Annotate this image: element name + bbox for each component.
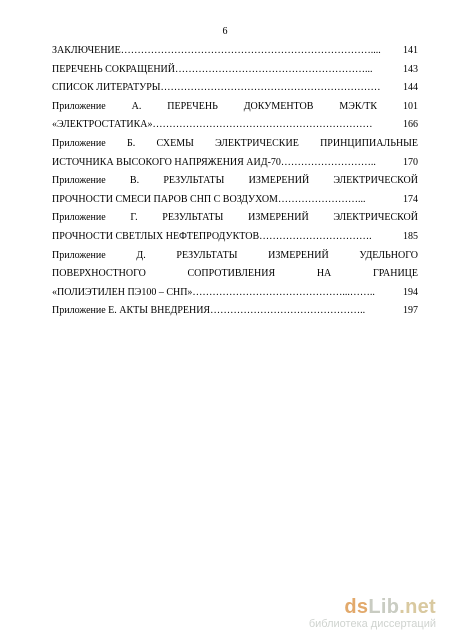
toc-entry-appendix-g-cont[interactable] — [52, 228, 418, 247]
toc-entry-text: Приложение Д. РЕЗУЛЬТАТЫ ИЗМЕРЕНИЙ УДЕЛЬНОГО — [52, 249, 418, 261]
toc-entry-page: 197 — [403, 305, 418, 317]
toc-entry-text: ИСТОЧНИКА ВЫСОКОГО НАПРЯЖЕНИЯ АИД-70……………………….. — [52, 156, 376, 168]
toc-entry-appendix-a-cont[interactable] — [52, 116, 418, 135]
toc-entry-appendix-v[interactable] — [52, 172, 418, 191]
toc-entry-page: 141 — [403, 45, 418, 56]
toc-entry-page: 194 — [403, 286, 418, 298]
logo-lib: Lib — [368, 596, 400, 618]
toc-entry-appendix-d-cont[interactable] — [52, 265, 418, 284]
toc-entry-page: 174 — [403, 193, 418, 205]
toc-entry-text: Приложение Г. РЕЗУЛЬТАТЫ ИЗМЕРЕНИЙ ЭЛЕКТРИЧЕСКОЙ — [52, 212, 418, 224]
toc-entry-page: 143 — [403, 63, 418, 75]
toc-entry-appendix-b-cont[interactable] — [52, 154, 418, 173]
toc-entry-abbreviations[interactable] — [52, 61, 418, 80]
toc-entry-page: 185 — [403, 230, 418, 242]
toc-entry-appendix-e[interactable] — [52, 302, 418, 321]
toc-entry-text: ПРОЧНОСТИ СМЕСИ ПАРОВ СНП С ВОЗДУХОМ……………………... — [52, 193, 366, 205]
toc-entry-text: ПОВЕРХНОСТНОГО СОПРОТИВЛЕНИЯ НА ГРАНИЦЕ — [52, 268, 418, 280]
toc-entry-text: СПИСОК ЛИТЕРАТУРЫ………………………………………………………… — [52, 82, 381, 94]
toc-entry-text: «ЭЛЕКТРОСТАТИКА»………………………………………………………… — [52, 119, 373, 131]
toc-entry-appendix-b[interactable] — [52, 135, 418, 154]
dslib-watermark — [309, 597, 436, 631]
toc-entry-text: ПРОЧНОСТИ СВЕТЛЫХ НЕФТЕПРОДУКТОВ……………………………. — [52, 230, 372, 242]
page-number: 6 — [222, 26, 228, 37]
toc-entry-text: «ПОЛИЭТИЛЕН ПЭ100 – СНП»………………………………………...…….. — [52, 286, 375, 298]
toc-entry-text: Приложение Б. СХЕМЫ ЭЛЕКТРИЧЕСКИЕ ПРИНЦИПИАЛЬНЫЕ — [52, 137, 418, 149]
logo-ds: ds — [344, 596, 369, 618]
toc-entry-text: Приложение А. ПЕРЕЧЕНЬ ДОКУМЕНТОВ МЭК/ТК 101 — [52, 100, 418, 112]
toc-entry-conclusion[interactable] — [52, 42, 418, 61]
toc-entry-appendix-d[interactable] — [52, 247, 418, 266]
toc-entry-appendix-g[interactable] — [52, 209, 418, 228]
toc-entry-text: Приложение В. РЕЗУЛЬТАТЫ ИЗМЕРЕНИЙ ЭЛЕКТРИЧЕСКОЙ — [52, 175, 418, 187]
toc-entry-appendix-v-cont[interactable] — [52, 191, 418, 210]
toc-entry-references[interactable] — [52, 79, 418, 98]
toc-entry-appendix-a[interactable] — [52, 98, 418, 117]
toc-entry-text: ЗАКЛЮЧЕНИЕ………………………………………………………………….... — [52, 45, 381, 56]
dslib-logo — [309, 597, 436, 617]
logo-net: .net — [399, 596, 436, 618]
dslib-tagline: библиотека диссертаций — [308, 618, 436, 630]
toc-entry-appendix-d-cont2[interactable] — [52, 284, 418, 303]
toc-entry-text: Приложение Е. АКТЫ ВНЕДРЕНИЯ……………………………………….. — [52, 305, 366, 317]
toc-entry-page: 170 — [403, 156, 418, 168]
toc-entry-text: ПЕРЕЧЕНЬ СОКРАЩЕНИЙ…………………………………………………... — [52, 63, 373, 75]
table-of-contents — [52, 42, 418, 321]
toc-entry-page: 166 — [403, 119, 418, 131]
toc-entry-page: 144 — [403, 82, 418, 94]
